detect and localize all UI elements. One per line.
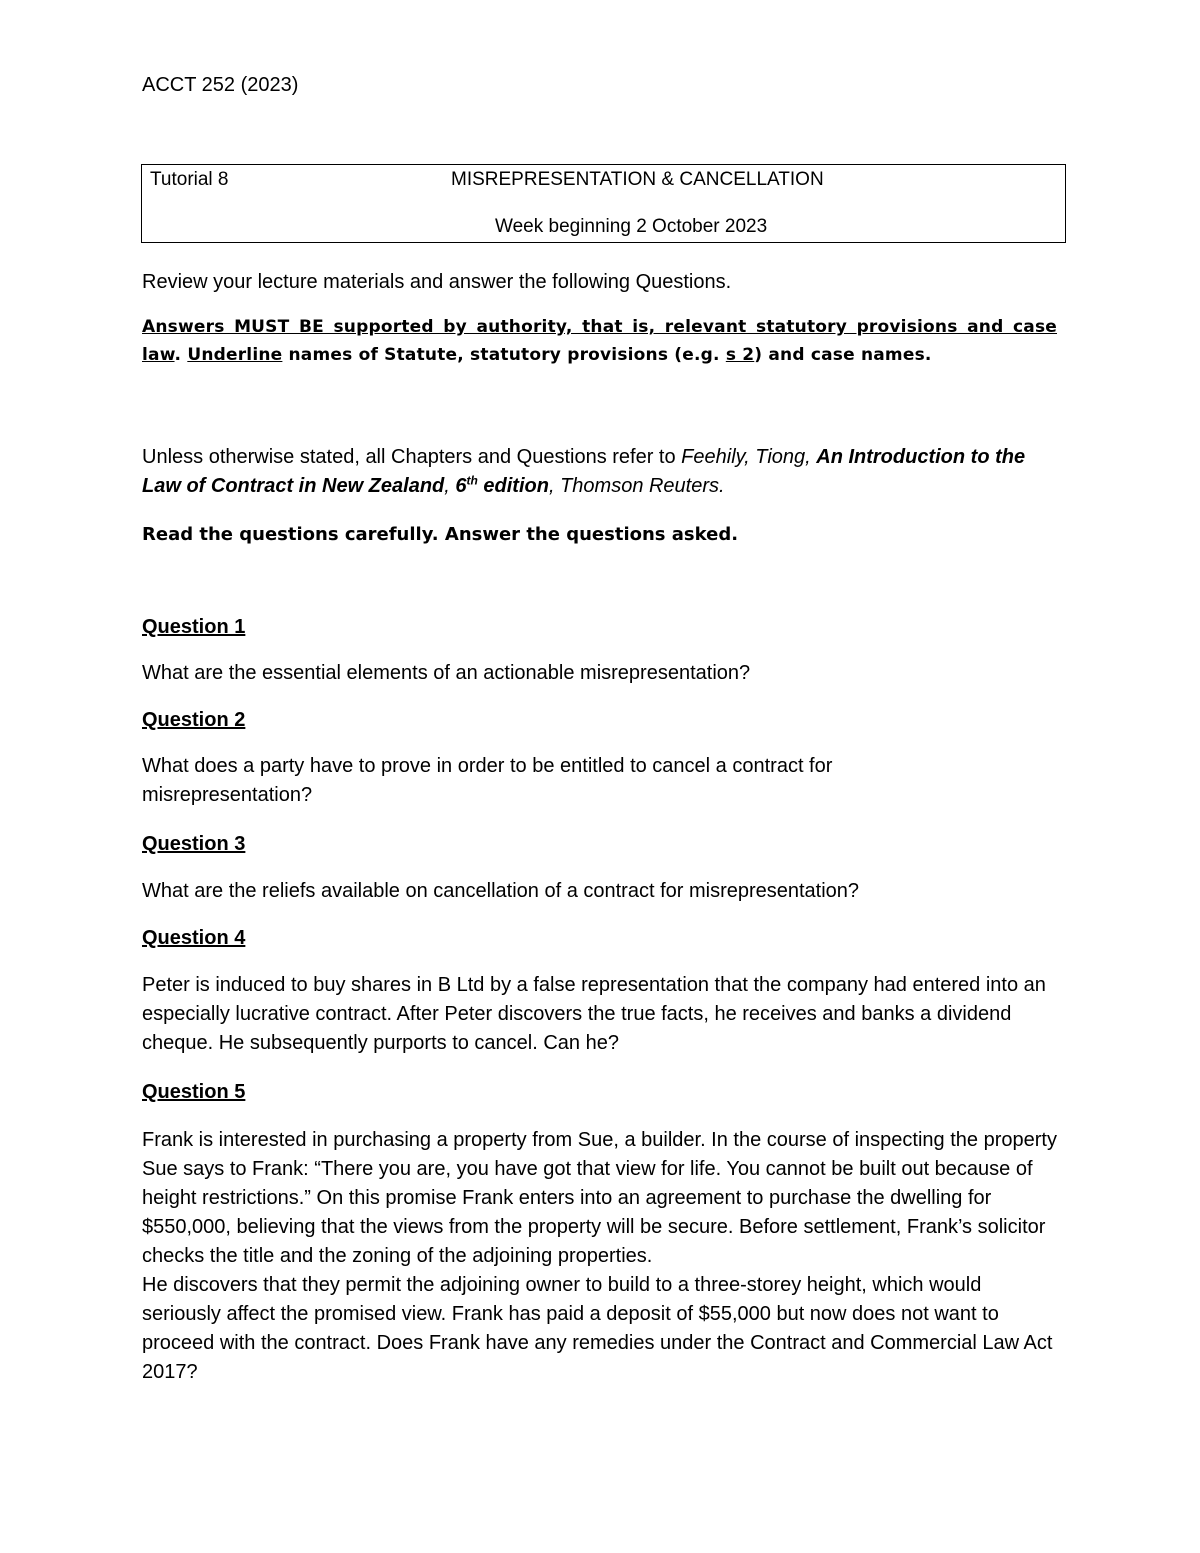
reference-lead: Unless otherwise stated, all Chapters and Questions refer to <box>142 446 682 468</box>
question-5-text <box>142 1126 1062 1387</box>
reference-publisher: , Thomson Reuters. <box>548 475 725 497</box>
reference-edition-sup: th <box>466 473 478 488</box>
authority-note-part4: ) and case names. <box>754 345 932 365</box>
reference-comma: , <box>444 475 456 497</box>
tutorial-week: Week beginning 2 October 2023 <box>495 216 768 237</box>
question-1-text: What are the essential elements of an actionable misrepresentation? <box>142 662 751 684</box>
question-4-text: Peter is induced to buy shares in B Ltd by a false representation that the company had entered into an especially lucrative contract. After Peter discovers the true facts, he receives and banks a dividend cheque. He subsequently purports to cancel. Can he? <box>142 974 1046 1054</box>
reference-book-title: An Introduction to the Law of Contract in New Zealand <box>142 446 1026 497</box>
intro-text: Review your lecture materials and answer the following Questions. <box>142 271 732 293</box>
tutorial-header-box <box>141 164 1066 243</box>
question-3-text: What are the reliefs available on cancellation of a contract for misrepresentation? <box>142 880 860 902</box>
question-5-paragraph-2: He discovers that they permit the adjoining owner to build to a three-storey height, which would seriously affect the promised view. Frank has paid a deposit of $55,000 but now does not want to proceed with the contract. Does Frank have any remedies under the Contract and Commercial Law Act 2017? <box>142 1274 1053 1383</box>
authority-note-underline-word: Underline <box>187 345 283 365</box>
reference-edition-word: edition <box>477 475 549 497</box>
reference-note <box>142 443 1062 501</box>
question-3-heading: Question 3 <box>142 833 246 855</box>
authority-note-example: s 2 <box>725 345 755 365</box>
authority-note <box>142 313 1057 369</box>
reference-authors: Feehily, Tiong, <box>681 446 817 468</box>
tutorial-number: Tutorial 8 <box>150 169 229 190</box>
authority-note-part1: Answers MUST BE supported by authority, that is, relevant statutory provisions and case law <box>142 317 1057 365</box>
course-code: ACCT 252 (2023) <box>142 74 299 96</box>
authority-note-part2: . <box>174 345 188 365</box>
reference-edition-num: 6 <box>455 475 467 497</box>
question-4-heading: Question 4 <box>142 927 246 949</box>
question-5-paragraph-1: Frank is interested in purchasing a property from Sue, a builder. In the course of inspecting the property Sue says to Frank: “There you are, you have got that view for life. You cannot be built out because of height restrictions.” On this promise Frank enters into an agreement to purchase the dwelling for $550,000, believing that the views from the property will be secure. Before settlement, Frank’s solicitor checks the title and the zoning of the adjoining properties. <box>142 1129 1057 1267</box>
question-1-heading: Question 1 <box>142 616 246 638</box>
question-5-heading: Question 5 <box>142 1081 246 1103</box>
read-note: Read the questions carefully. Answer the questions asked. <box>142 524 739 545</box>
tutorial-title: MISREPRESENTATION & CANCELLATION <box>451 169 824 190</box>
question-2-text: What does a party have to prove in order to be entitled to cancel a contract for misrepresentation? <box>142 755 833 806</box>
authority-note-part3: names of Statute, statutory provisions (e.g. <box>282 345 726 365</box>
question-2-heading: Question 2 <box>142 709 246 731</box>
